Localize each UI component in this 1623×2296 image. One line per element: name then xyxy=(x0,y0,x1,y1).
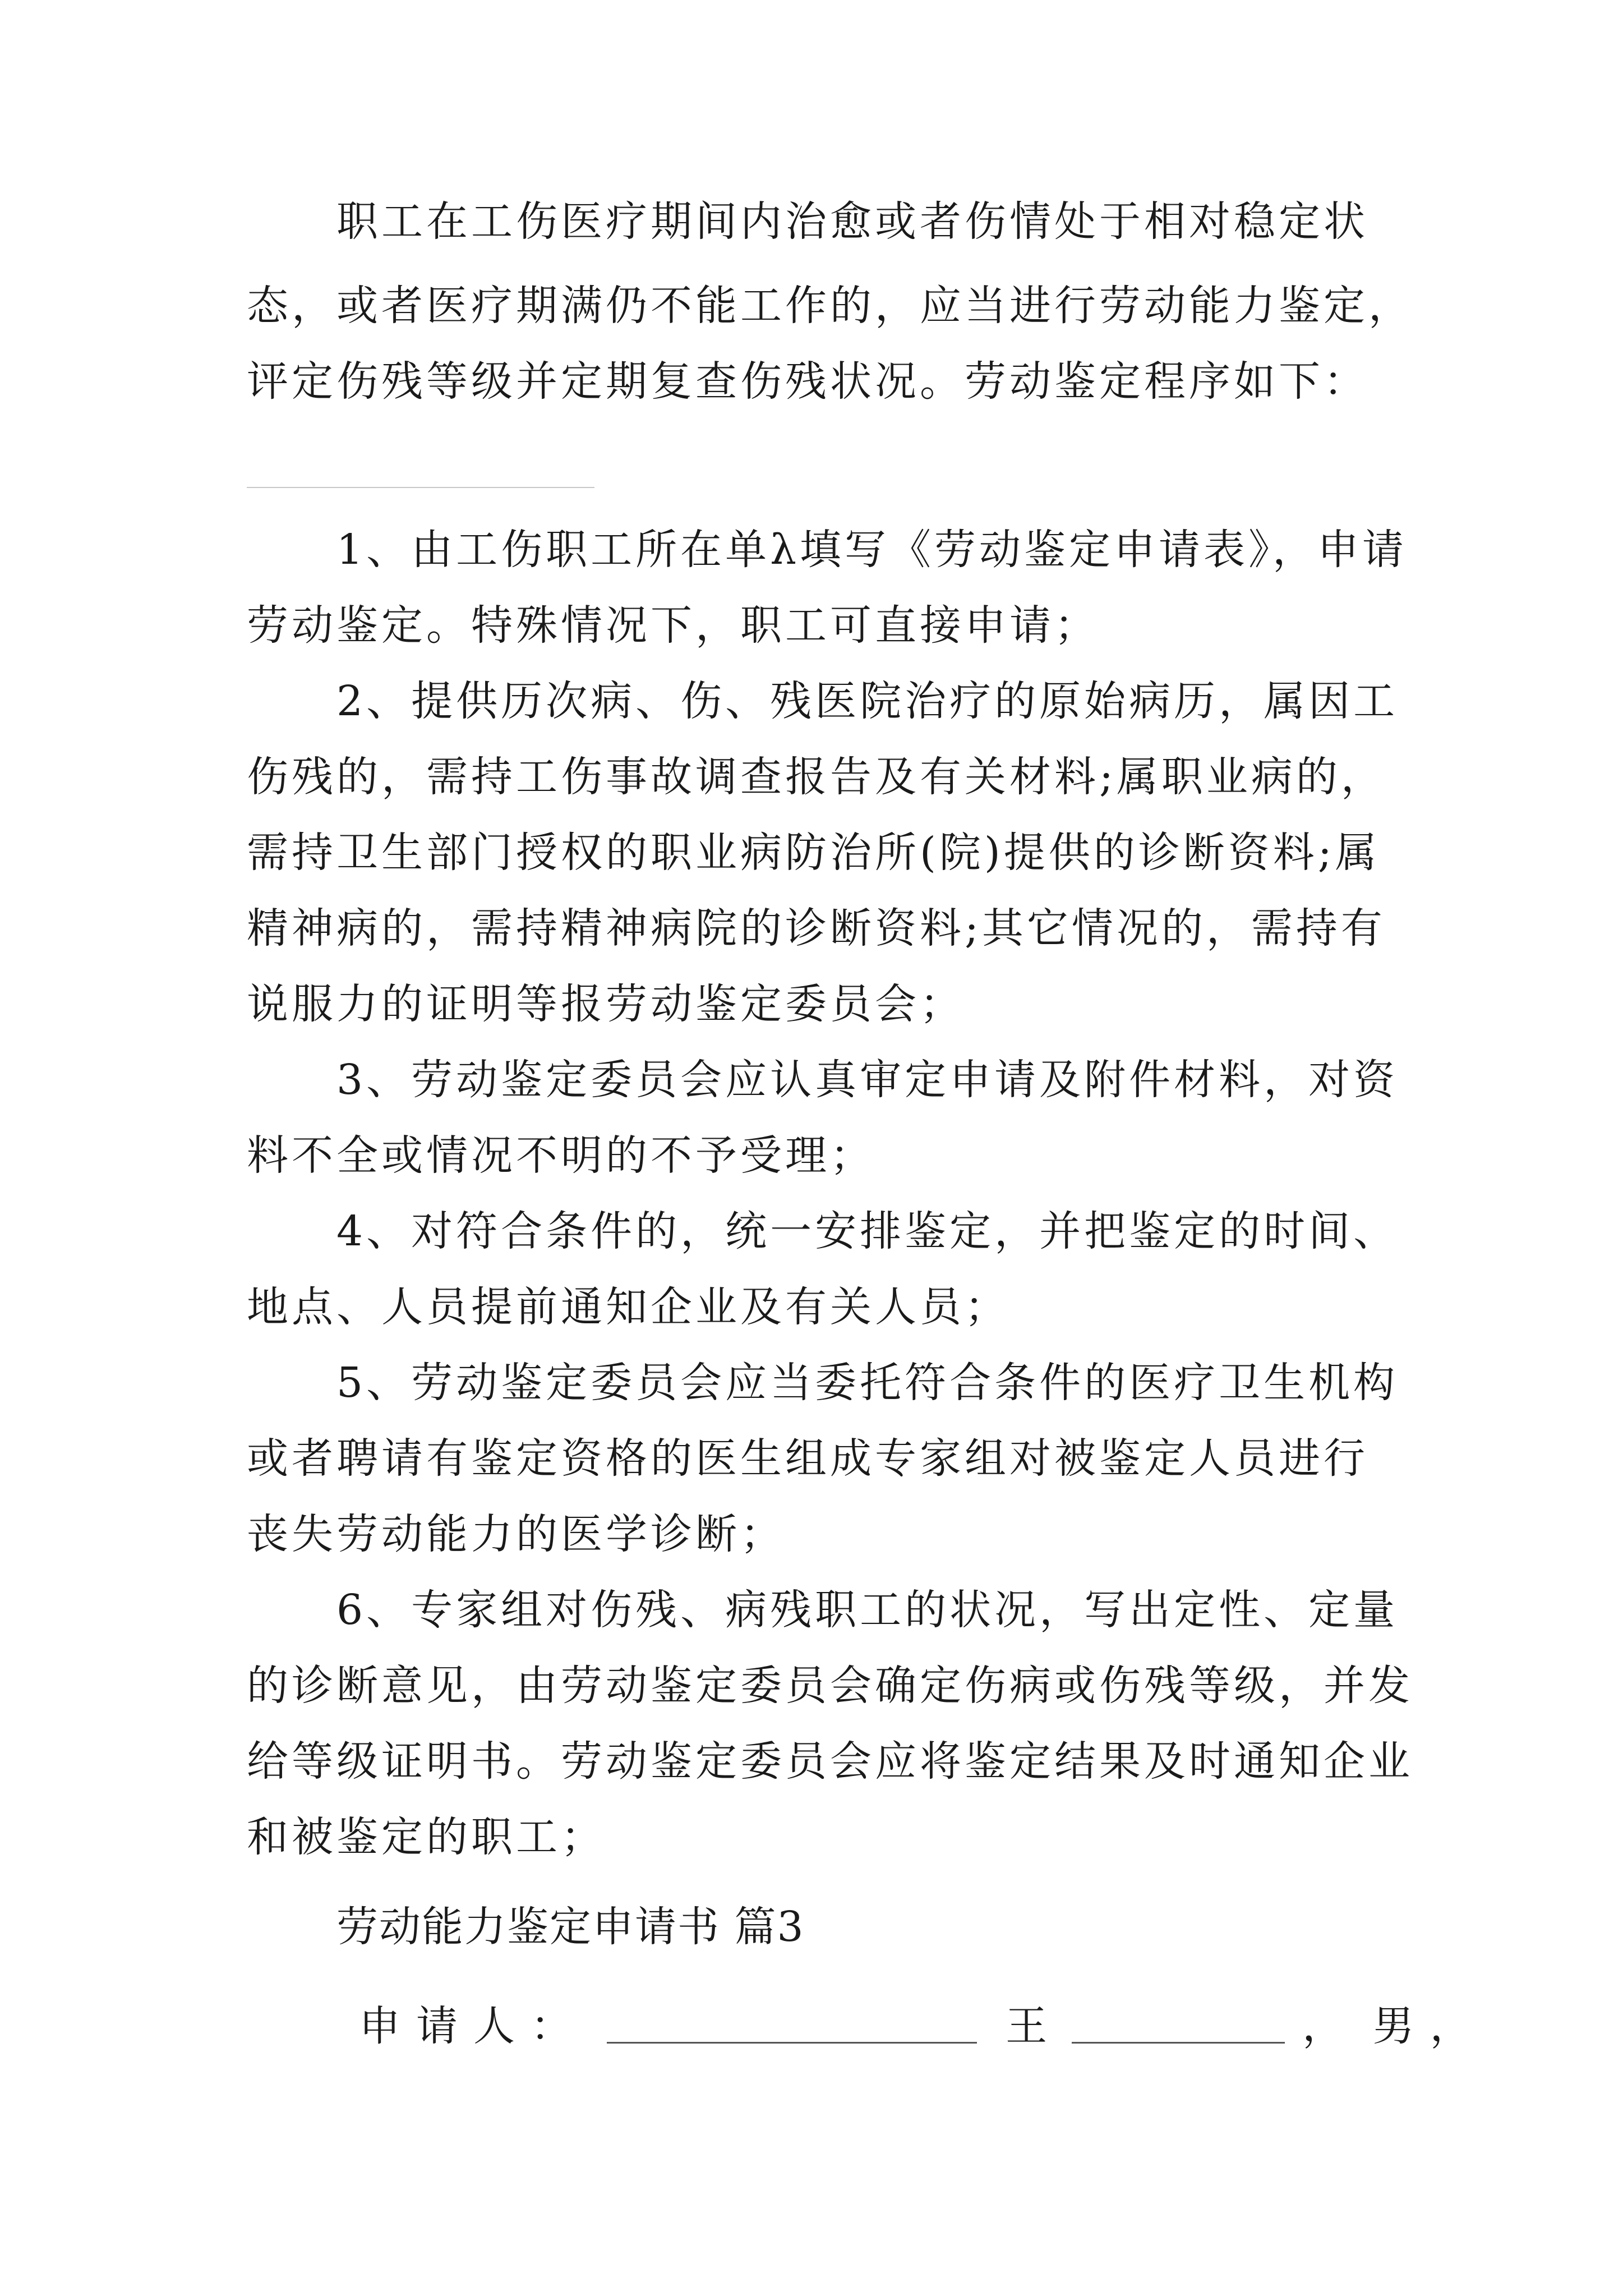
applicant-blank-2 xyxy=(1072,1998,1285,2044)
step-6-line-2: 的诊断意见，由劳动鉴定委员会确定伤病或伤残等级，并发 xyxy=(247,1662,1413,1710)
step-2-line-2: 伤残的，需持工伤事故调查报告及有关材料;属职业病的， xyxy=(247,753,1386,801)
step-1-line-1: 1、由工伤职工所在单λ填写《劳动鉴定申请表》，申请 xyxy=(336,526,1407,574)
step-2-line-3: 需持卫生部门授权的职业病防治所(院)提供的诊断资料;属 xyxy=(247,829,1380,877)
step-2-line-5: 说服力的证明等报劳动鉴定委员会； xyxy=(247,980,965,1028)
applicant-line xyxy=(359,1998,1487,2054)
step-6-line-1: 6、专家组对伤残、病残职工的状况，写出定性、定量 xyxy=(336,1586,1399,1634)
step-3-line-2: 料不全或情况不明的不予受理； xyxy=(247,1131,875,1180)
applicant-separator: ， xyxy=(1302,2002,1344,2050)
applicant-gender: 男， xyxy=(1372,2002,1487,2050)
step-6-line-3: 给等级证明书。劳动鉴定委员会应将鉴定结果及时通知企业 xyxy=(247,1737,1413,1786)
applicant-blank-1 xyxy=(607,1998,977,2044)
intro-line-2: 态，或者医疗期满仍不能工作的，应当进行劳动能力鉴定， xyxy=(247,282,1413,330)
step-4-line-2: 地点、人员提前通知企业及有关人员； xyxy=(247,1283,1009,1331)
step-4-line-1: 4、对符合条件的，统一安排鉴定，并把鉴定的时间、 xyxy=(336,1207,1399,1255)
step-5-line-3: 丧失劳动能力的医学诊断； xyxy=(247,1510,785,1558)
step-2-line-4: 精神病的，需持精神病院的诊断资料;其它情况的，需持有 xyxy=(247,904,1386,953)
step-1-line-2: 劳动鉴定。特殊情况下，职工可直接申请； xyxy=(247,601,1099,650)
step-2-line-1: 2、提供历次病、伤、残医院治疗的原始病历，属因工 xyxy=(336,677,1399,725)
section-heading: 劳动能力鉴定申请书 篇3 xyxy=(336,1903,805,1951)
intro-line-1: 职工在工伤医疗期间内治愈或者伤情处于相对稳定状 xyxy=(336,197,1368,246)
applicant-label: 申请人： xyxy=(359,2002,588,2050)
applicant-name: 王 xyxy=(1006,2002,1048,2050)
step-5-line-1: 5、劳动鉴定委员会应当委托符合条件的医疗卫生机构 xyxy=(336,1359,1399,1407)
step-3-line-1: 3、劳动鉴定委员会应认真审定申请及附件材料，对资 xyxy=(336,1056,1399,1104)
step-5-line-2: 或者聘请有鉴定资格的医生组成专家组对被鉴定人员进行 xyxy=(247,1434,1368,1483)
intro-line-3: 评定伤残等级并定期复查伤残状况。劳动鉴定程序如下： xyxy=(247,357,1368,406)
step-6-line-4: 和被鉴定的职工； xyxy=(247,1813,606,1861)
section-divider xyxy=(247,487,594,488)
